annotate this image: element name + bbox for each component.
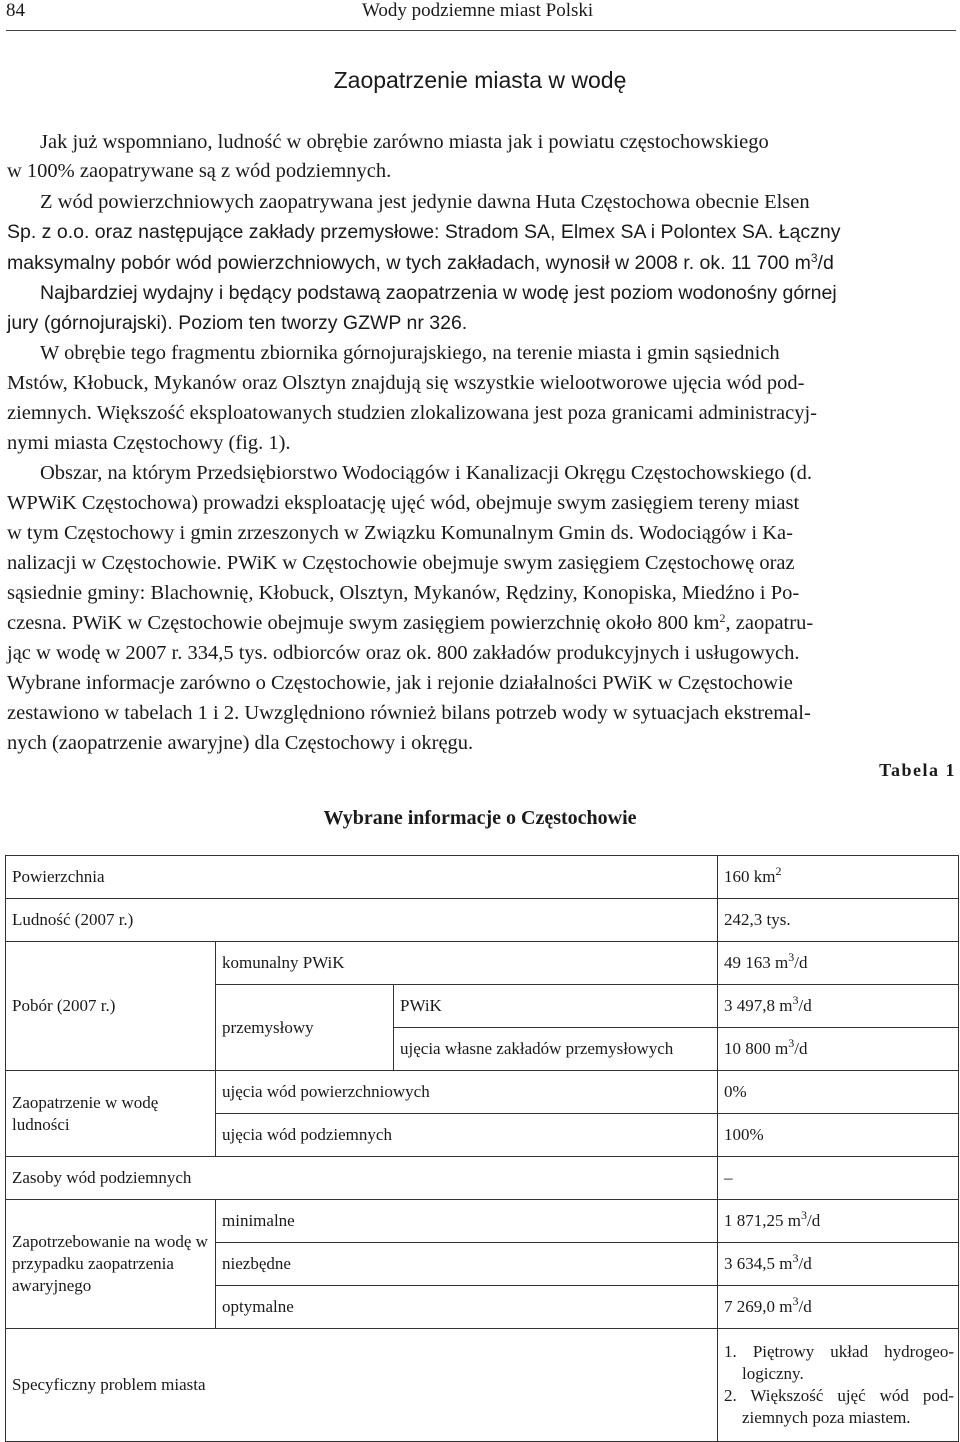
text-line: Sp. z o.o. oraz następujące zakłady przemysłowe: Stradom SA, Elmex SA i Polontex SA. Łączny xyxy=(7,221,841,243)
table-cell: komunalny PWiK xyxy=(216,942,718,985)
table-row xyxy=(6,1200,959,1243)
table-cell: Specyficzny problem miasta xyxy=(6,1329,718,1442)
table-cell: 7 269,0 $m^3/d$ xyxy=(718,1286,959,1329)
table-row xyxy=(6,1329,959,1442)
text-line: Jak już wspomniano, ludność w obrębie zarówno miasta jak i powiatu częstochowskiego xyxy=(40,131,769,153)
table-row xyxy=(6,942,959,985)
table-cell: 3 634,5 $m^3/d$ xyxy=(718,1243,959,1286)
text-line: maksymalny pobór wód powierzchniowych, w tych zakładach, wynosił w 2008 r. ok. 11 700 $m^3/d$ xyxy=(7,251,834,274)
table-cell: niezbędne xyxy=(216,1243,718,1286)
table-cell xyxy=(718,1329,959,1442)
table-cell: minimalne xyxy=(216,1200,718,1243)
text-line: Mstów, Kłobuck, Mykanów oraz Olsztyn znajdują się wszystkie wielootworowe ujęcia wód pod- xyxy=(7,372,805,394)
section-title: Zaopatrzenie miasta w wodę xyxy=(333,67,627,93)
table-row xyxy=(6,1157,959,1200)
table-cell: 10 800 $m^3/d$ xyxy=(718,1028,959,1071)
text-line: ziemnych. Większość eksploatowanych studzien zlokalizowana jest poza granicami administracyj- xyxy=(7,402,817,424)
text-line: w 100% zaopatrywane są z wód podziemnych. xyxy=(7,160,392,182)
table-cell: optymalne xyxy=(216,1286,718,1329)
text-line: jąc w wodę w 2007 r. 334,5 tys. odbiorców oraz ok. 800 zakładów produkcyjnych i usługowych. xyxy=(7,642,800,664)
table-cell: Zapotrzebowanie na wodę w przypadku zaopatrzenia awaryjnego xyxy=(6,1200,216,1329)
table-cell: 100% xyxy=(718,1114,959,1157)
list-item: 2. Większość ujęć wód pod-ziemnych poza miastem. xyxy=(724,1386,955,1427)
table-cell: PWiK xyxy=(394,985,718,1028)
text-line: Wybrane informacje zarówno o Częstochowie, jak i rejonie działalności PWiK w Częstochowie xyxy=(7,672,793,694)
table-cell: Zaopatrzenie w wodę ludności xyxy=(6,1071,216,1157)
table-cell: Ludność (2007 r.) xyxy=(6,899,718,942)
text-line: zestawiono w tabelach 1 i 2. Uwzględniono również bilans potrzeb wody w sytuacjach ekstremal- xyxy=(7,702,811,724)
text-line: WPWiK Częstochowa) prowadzi eksploatację ujęć wód, obejmuje swym zasięgiem tereny miast xyxy=(7,492,800,514)
text-line: Najbardziej wydajny i będący podstawą zaopatrzenia w wodę jest poziom wodonośny górnej xyxy=(40,282,837,304)
table-row xyxy=(6,1071,959,1114)
table-cell: Zasoby wód podziemnych xyxy=(6,1157,718,1200)
table-cell: ujęcia wód powierzchniowych xyxy=(216,1071,718,1114)
table-row xyxy=(6,899,959,942)
table-cell: 1 871,25 $m^3/d$ xyxy=(718,1200,959,1243)
table-cell: 242,3 tys. xyxy=(718,899,959,942)
table-cell: 160 $km^2$ xyxy=(718,856,959,899)
text-line: Obszar, na którym Przedsiębiorstwo Wodociągów i Kanalizacji Okręgu Częstochowskiego (d. xyxy=(40,462,812,484)
text-line: jury (górnojurajski). Poziom ten tworzy GZWP nr 326. xyxy=(7,312,468,334)
table-cell: ujęcia własne zakładów przemysłowych xyxy=(394,1028,718,1071)
table-cell: Powierzchnia xyxy=(6,856,718,899)
text-line: W obrębie tego fragmentu zbiornika górnojurajskiego, na terenie miasta i gmin sąsiednich xyxy=(40,342,780,364)
problem-list xyxy=(724,1341,958,1429)
text-line: sąsiednie gminy: Blachownię, Kłobuck, Olsztyn, Mykanów, Rędziny, Konopiska, Miedźno i Po- xyxy=(7,582,800,604)
list-item: 1. Piętrowy układ hydrogeo-logiczny. xyxy=(724,1342,955,1383)
text-line: nalizacji w Częstochowie. PWiK w Częstochowie obejmuje swym zasięgiem Częstochowę oraz xyxy=(7,552,795,574)
table-cell: Pobór (2007 r.) xyxy=(6,942,216,1071)
text-line: nymi miasta Częstochowy (fig. 1). xyxy=(7,432,291,454)
info-table xyxy=(5,855,959,1442)
text-line: Z wód powierzchniowych zaopatrywana jest jedynie dawna Huta Częstochowa obecnie Elsen xyxy=(40,191,810,213)
running-title: Wody podziemne miast Polski xyxy=(362,0,594,21)
text-line: nych (zaopatrzenie awaryjne) dla Częstochowy i okręgu. xyxy=(7,732,474,754)
page-number: 84 xyxy=(6,0,25,21)
text-line: w tym Częstochowy i gmin zrzeszonych w Związku Komunalnym Gmin ds. Wodociągów i Ka- xyxy=(7,522,793,544)
header-rule xyxy=(6,30,956,31)
table-cell: przemysłowy xyxy=(216,985,394,1071)
table-cell: ujęcia wód podziemnych xyxy=(216,1114,718,1157)
table-cell: 49 163 $m^3/d$ xyxy=(718,942,959,985)
text-line: czesna. PWiK w Częstochowie obejmuje swym zasięgiem powierzchnię około 800 $km^2$, zaopatru- xyxy=(7,611,814,634)
table-cell: 0% xyxy=(718,1071,959,1114)
table-row xyxy=(6,856,959,899)
table-cell: 3 497,8 $m^3/d$ xyxy=(718,985,959,1028)
table-label: Tabela 1 xyxy=(879,760,956,780)
table-cell: – xyxy=(718,1157,959,1200)
table-title: Wybrane informacje o Częstochowie xyxy=(323,807,637,829)
